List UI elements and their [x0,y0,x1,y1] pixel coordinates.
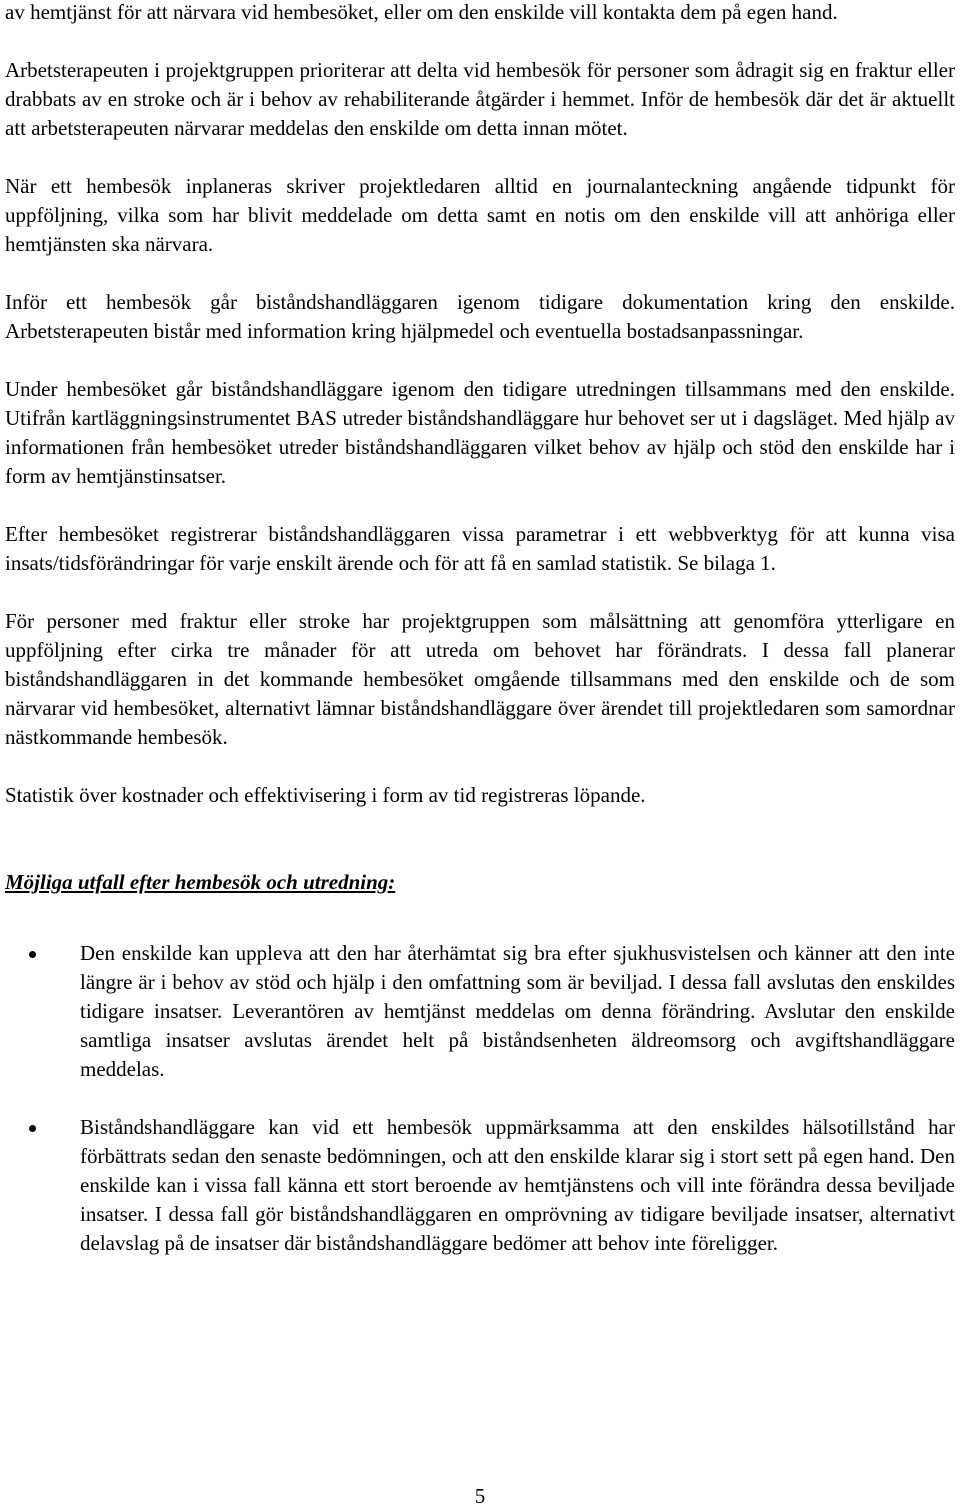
outcome-list [5,939,955,1258]
paragraph-3: När ett hembesök inplaneras skriver projektledaren alltid en journalanteckning angående tidpunkt för uppföljning, vilka som har blivit meddelade om detta samt en notis om den enskilde vill att anhöriga eller hemtjänsten ska närvara. [5,174,955,256]
bullet-icon [29,951,36,958]
list-item-text: Den enskilde kan uppleva att den har återhämtat sig bra efter sjukhusvistelsen och känner att den inte längre är i behov av stöd och hjälp i den omfattning som är beviljad. I dessa fall avslutas den enskildes tidigare insatser. Leverantören av hemtjänst meddelas om denna förändring. Avslutar den enskilde samtliga insatser avslutas ärendet helt på biståndsenheten äldreomsorg och avgiftshandläggare meddelas. [80,941,955,1081]
section-heading: Möjliga utfall efter hembesök och utredning: [5,870,396,894]
list-item-text: Biståndshandläggare kan vid ett hembesök uppmärksamma att den enskildes hälsotillstånd har förbättrats sedan den senaste bedömningen, och att den enskilde klarar sig i stort sett på egen hand. Den enskilde kan i vissa fall känna ett stort beroende av hemtjänstens och vill inte förändra dessa beviljade insatser. I dessa fall gör biståndshandläggaren en omprövning av tidigare beviljade insatser, alternativt delavslag på de insatser där biståndshandläggare bedömer att behov inte föreligger. [80,1115,955,1255]
paragraph-2: Arbetsterapeuten i projektgruppen prioriterar att delta vid hembesök för personer som ådragit sig en fraktur eller drabbats av en stroke och är i behov av rehabiliterande åtgärder i hemmet. Inför de hembesök där det är aktuellt att arbetsterapeuten närvarar meddelas den enskilde om detta innan mötet. [5,58,955,140]
list-item [5,1113,955,1258]
paragraph-1: av hemtjänst för att närvara vid hembesöket, eller om den enskilde vill kontakta dem på egen hand. [5,0,838,24]
bullet-icon [29,1125,36,1132]
page-number: 5 [474,1484,486,1508]
paragraph-5: Under hembesöket går biståndshandläggare igenom den tidigare utredningen tillsammans med den enskilde. Utifrån kartläggningsinstrumentet BAS utreder biståndshandläggare hur behovet ser ut i dagsläget. Med hjälp av informationen från hembesöket utreder biståndshandläggaren vilket behov av hjälp och stöd den enskilde har i form av hemtjänstinsatser. [5,377,955,488]
paragraph-6: Efter hembesöket registrerar biståndshandläggaren vissa parametrar i ett webbverktyg för att kunna visa insats/tidsförändringar för varje enskilt ärende och för att få en samlad statistik. Se bilaga 1. [5,522,955,575]
paragraph-8: Statistik över kostnader och effektivisering i form av tid registreras löpande. [5,783,646,807]
list-item [5,939,955,1084]
paragraph-7: För personer med fraktur eller stroke har projektgruppen som målsättning att genomföra ytterligare en uppföljning efter cirka tre månader för att utreda om behovet har förändrats. I dessa fall planerar biståndshandläggaren in det kommande hembesöket omgående tillsammans med den enskilde och de som närvarar vid hembesöket, alternativt lämnar biståndshandläggare över ärendet till projektledaren som samordnar nästkommande hembesök. [5,609,955,749]
document-page [5,0,955,1258]
paragraph-4: Inför ett hembesök går biståndshandläggaren igenom tidigare dokumentation kring den enskilde. Arbetsterapeuten bistår med information kring hjälpmedel och eventuella bostadsanpassningar. [5,290,955,343]
